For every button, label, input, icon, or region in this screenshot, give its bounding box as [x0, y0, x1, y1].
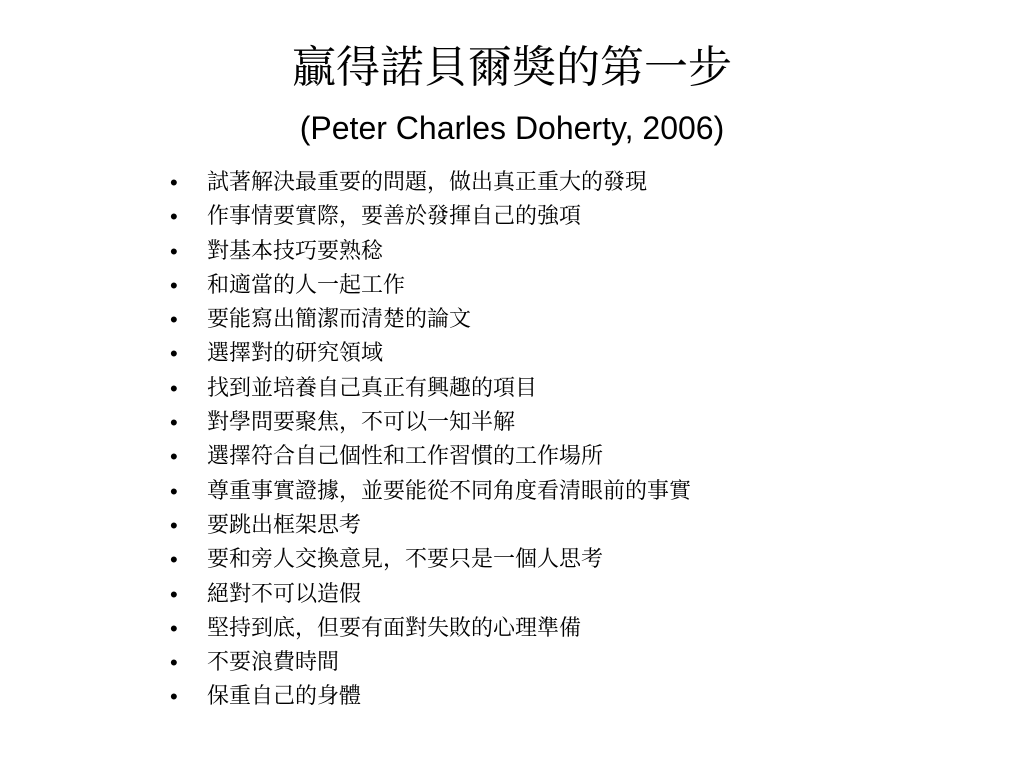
bullet-text: 找到並培養自己真正有興趣的項目 — [207, 375, 538, 401]
bullet-item — [170, 646, 691, 680]
bullet-text: 尊重事實證據，並要能從不同角度看清眼前的事實 — [207, 478, 692, 504]
bullet-text: 對學問要聚焦，不可以一知半解 — [207, 410, 516, 436]
bullet-icon: • — [170, 410, 178, 436]
bullet-icon: • — [170, 170, 178, 195]
bullet-icon: • — [170, 478, 178, 504]
bullet-text: 選擇對的研究領域 — [207, 341, 384, 367]
bullet-icon: • — [170, 547, 178, 573]
bullet-text: 絕對不可以造假 — [207, 581, 362, 607]
bullet-item — [170, 372, 691, 406]
bullet-item — [170, 578, 691, 612]
bullet-icon: • — [170, 204, 178, 230]
bullet-text: 要跳出框架思考 — [207, 512, 362, 538]
bullet-icon: • — [170, 684, 178, 710]
bullet-text: 作事情要實際，要善於發揮自己的強項 — [207, 204, 582, 230]
bullet-text: 選擇符合自己個性和工作習慣的工作場所 — [207, 444, 604, 470]
bullet-icon: • — [170, 341, 178, 367]
bullet-item — [170, 612, 691, 646]
bullet-item — [170, 235, 691, 269]
bullet-text: 不要浪費時間 — [207, 650, 340, 676]
bullet-text: 堅持到底，但要有面對失敗的心理準備 — [207, 615, 582, 641]
bullet-text: 要和旁人交換意見，不要只是一個人思考 — [207, 547, 604, 573]
bullet-item — [170, 680, 691, 714]
bullet-icon: • — [170, 444, 178, 470]
bullet-item — [170, 406, 691, 440]
bullet-icon: • — [170, 238, 178, 264]
bullet-icon: • — [170, 272, 178, 298]
bullet-item — [170, 440, 691, 474]
bullet-icon: • — [170, 581, 178, 607]
bullet-item — [170, 543, 691, 577]
slide-title: 贏得諾貝爾獎的第一步 — [292, 42, 732, 93]
bullet-text: 保重自己的身體 — [207, 684, 362, 710]
bullet-item — [170, 337, 691, 371]
bullet-item — [170, 303, 691, 337]
bullet-item — [170, 200, 691, 234]
bullet-icon: • — [170, 512, 178, 538]
bullet-item — [170, 509, 691, 543]
bullet-text: 和適當的人一起工作 — [207, 272, 406, 298]
bullet-icon: • — [170, 615, 178, 641]
bullet-text: 對基本技巧要熟稔 — [207, 238, 384, 264]
bullet-text: 要能寫出簡潔而清楚的論文 — [207, 307, 472, 333]
bullet-item — [170, 166, 691, 200]
bullet-icon: • — [170, 307, 178, 333]
bullet-item — [170, 269, 691, 303]
bullet-icon: • — [170, 375, 178, 401]
slide-subtitle: (Peter Charles Doherty, 2006) — [299, 110, 725, 146]
bullet-icon: • — [170, 650, 178, 676]
bullet-list — [170, 166, 691, 715]
bullet-item — [170, 475, 691, 509]
bullet-text: 試著解決最重要的問題，做出真正重大的發現 — [207, 170, 648, 195]
